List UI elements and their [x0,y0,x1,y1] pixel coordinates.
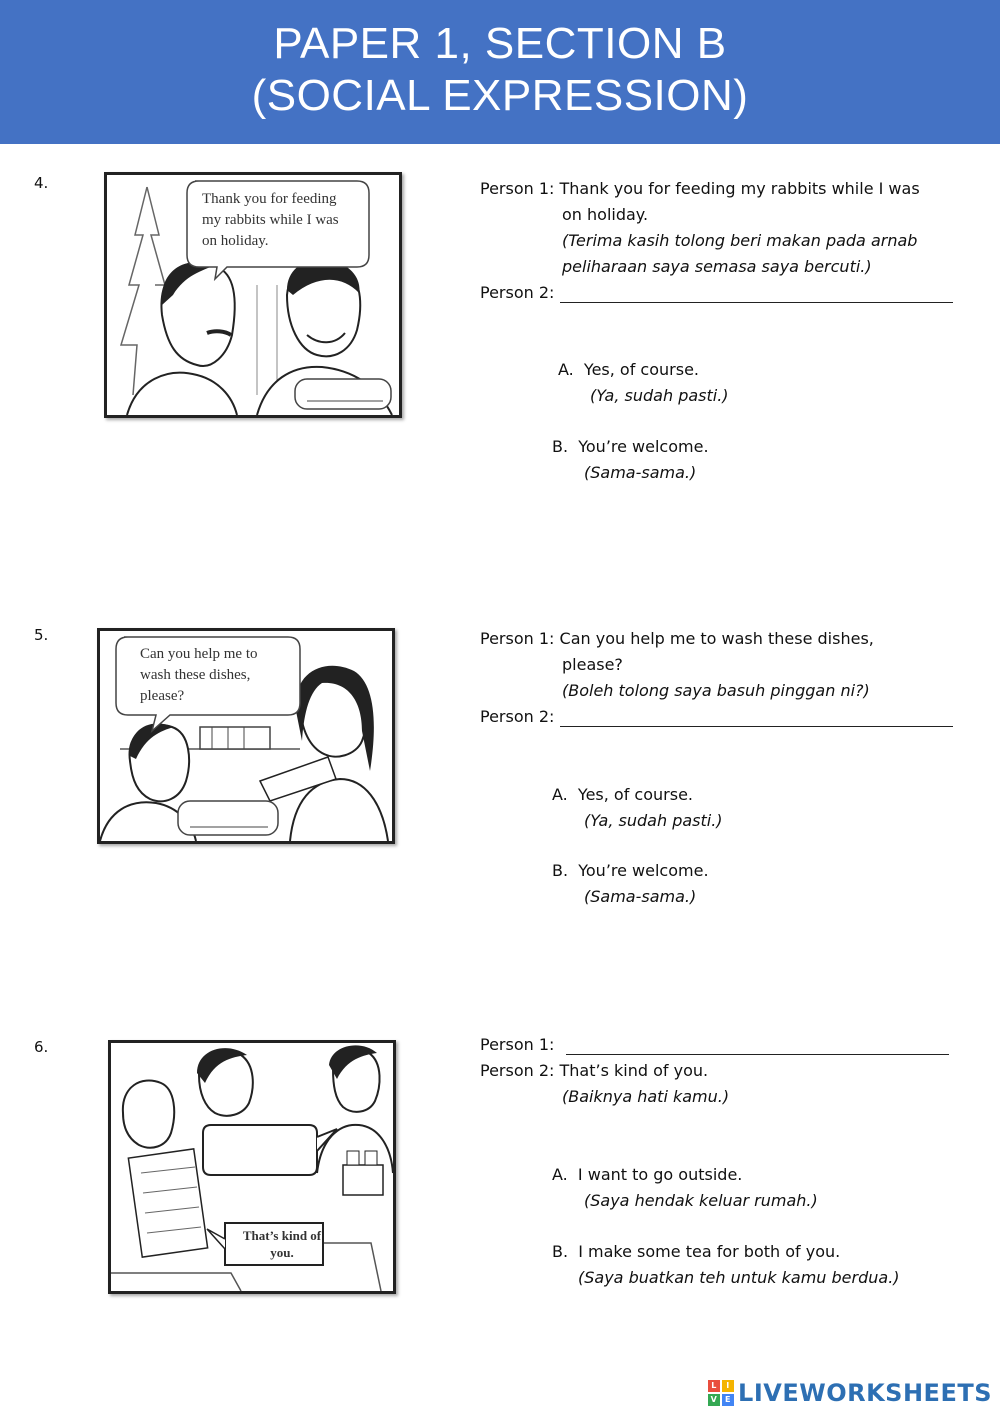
person2-label: Person 2: [480,283,555,302]
option-b[interactable] [552,1239,900,1291]
option-b[interactable] [552,858,709,910]
option-text: I make some tea for both of you. [578,1242,841,1261]
question-number: 5. [34,626,49,644]
speech-bubble-text: That’s kind of you. [242,1228,322,1260]
person1-label: Person 1: [480,629,555,648]
option-text: You’re welcome. [578,861,709,880]
option-text: Yes, of course. [577,785,693,804]
option-text: I want to go outside. [577,1165,743,1184]
person2-line: That’s kind of you. [559,1061,709,1080]
option-a[interactable] [552,782,723,834]
speech-bubble-text: Can you help me to wash these dishes, please? [140,646,258,704]
person1-label: Person 1: [480,179,555,198]
question-6-illustration [108,1040,396,1294]
brand-name: LIVEWORKSHEETS [738,1379,992,1407]
option-translation: (Saya hendak keluar rumah.) [584,1191,818,1210]
question-4-illustration [104,172,402,418]
option-text: Yes, of course. [583,360,699,379]
question-number: 6. [34,1038,49,1056]
option-translation: (Ya, sudah pasti.) [584,811,723,830]
option-translation: (Ya, sudah pasti.) [590,386,729,405]
option-translation: (Sama-sama.) [584,463,697,482]
speech-bubble-text: Thank you for feeding my rabbits while I was on holiday. [202,191,339,249]
option-a[interactable] [552,1162,818,1214]
option-translation: (Saya buatkan teh untuk kamu berdua.) [578,1268,900,1287]
worksheet-header [0,0,1000,144]
answer-blank[interactable] [560,284,953,303]
person2-label: Person 2: [480,1061,555,1080]
option-text: You’re welcome. [578,437,709,456]
person1-line: Can you help me to wash these dishes, [559,629,874,648]
person1-line-cont: please? [562,655,623,674]
liveworksheets-logo [708,1379,992,1407]
person2-label: Person 2: [480,707,555,726]
translation-line: (Boleh tolong saya basuh pinggan ni?) [562,681,870,700]
translation-line: (Baiknya hati kamu.) [562,1087,730,1106]
question-number: 4. [34,174,49,192]
option-letter: A. [558,360,574,379]
translation-line-cont: peliharaan saya semasa saya bercuti.) [562,257,872,276]
option-letter: A. [552,785,568,804]
person1-line: Thank you for feeding my rabbits while I was [559,179,920,198]
header-title: PAPER 1, SECTION B [273,19,727,68]
option-letter: A. [552,1165,568,1184]
option-a[interactable] [558,357,729,409]
question-5-illustration [97,628,395,844]
option-translation: (Sama-sama.) [584,887,697,906]
logo-icon: L I V E [708,1380,734,1406]
header-subtitle: (SOCIAL EXPRESSION) [251,71,749,120]
person1-line-cont: on holiday. [562,205,649,224]
person1-label: Person 1: [480,1035,555,1054]
option-letter: B. [552,861,569,880]
answer-blank[interactable] [560,708,953,727]
option-letter: B. [552,437,569,456]
option-b[interactable] [552,434,709,486]
translation-line: (Terima kasih tolong beri makan pada arnab [562,231,918,250]
option-letter: B. [552,1242,569,1261]
answer-blank[interactable] [566,1036,949,1055]
